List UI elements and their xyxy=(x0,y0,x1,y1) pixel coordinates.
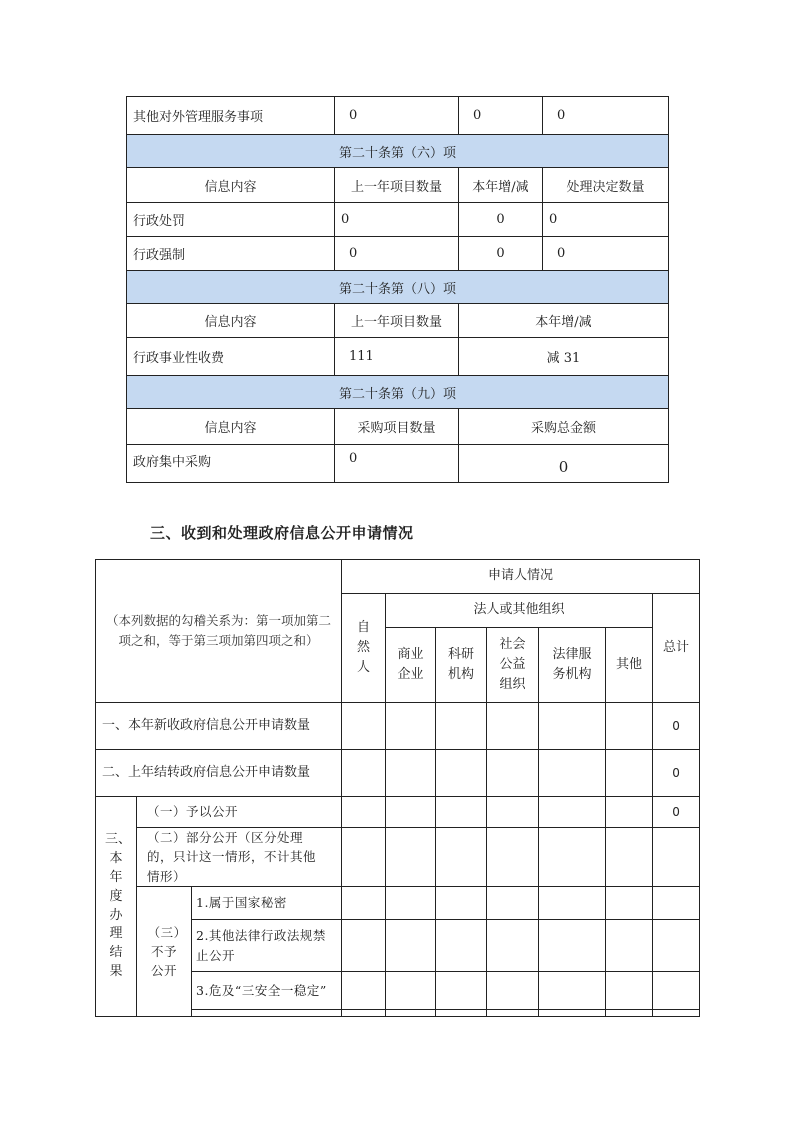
section-title: 第二十条第（九）项 xyxy=(127,376,669,409)
row-label: 二、上年结转政府信息公开申请数量 xyxy=(96,750,342,797)
section-row-6 xyxy=(127,135,669,168)
row-label: 行政事业性收费 xyxy=(127,338,335,376)
cell-value: 0 xyxy=(459,445,669,483)
row-label: 一、本年新收政府信息公开申请数量 xyxy=(96,703,342,750)
section-title: 第二十条第（六）项 xyxy=(127,135,669,168)
column-header: 本年增/减 xyxy=(459,168,543,203)
cell-value: 0 xyxy=(459,203,543,237)
org-type-header: 科研机构 xyxy=(436,628,487,703)
cell-value: 111 xyxy=(335,338,459,376)
column-header: 信息内容 xyxy=(127,168,335,203)
table-row xyxy=(127,338,669,376)
cell-value: 0 xyxy=(335,203,459,237)
row-label: 3.危及“三安全一稳定” xyxy=(192,972,342,1010)
cell-value: 0 xyxy=(459,237,543,271)
row-label: 其他对外管理服务事项 xyxy=(127,97,335,135)
column-header: 信息内容 xyxy=(127,409,335,445)
org-type-header: 社会公益组织 xyxy=(487,628,539,703)
cell-value: 0 xyxy=(335,97,459,135)
row-label: 政府集中采购 xyxy=(127,445,335,483)
cell-value: 0 xyxy=(543,237,669,271)
table-row xyxy=(127,203,669,237)
total-value: 0 xyxy=(653,750,700,797)
cell-value: 0 xyxy=(543,97,669,135)
table-row xyxy=(96,750,700,797)
row-label: （一）予以公开 xyxy=(137,797,342,828)
header-row xyxy=(96,560,700,594)
section-row-9 xyxy=(127,376,669,409)
column-header: 信息内容 xyxy=(127,304,335,338)
cell-value: 0 xyxy=(459,97,543,135)
column-note: （本列数据的勾稽关系为：第一项加第二项之和，等于第三项加第四项之和） xyxy=(96,560,342,703)
cell-value: 0 xyxy=(335,445,459,483)
section-title: 第二十条第（八）项 xyxy=(127,271,669,304)
legal-org-header: 法人或其他组织 xyxy=(386,594,653,628)
column-header: 上一年项目数量 xyxy=(335,168,459,203)
row-label: （二）部分公开（区分处理的，只计这一情形，不计其他情形） xyxy=(137,828,342,887)
section-heading: 三、收到和处理政府信息公开申请情况 xyxy=(150,524,414,542)
application-stats-table xyxy=(95,559,700,1017)
column-header: 采购总金额 xyxy=(459,409,669,445)
column-header: 采购项目数量 xyxy=(335,409,459,445)
disclosure-items-table xyxy=(126,96,669,483)
table-row xyxy=(127,237,669,271)
section-row-8 xyxy=(127,271,669,304)
column-header: 处理决定数量 xyxy=(543,168,669,203)
total-value: 0 xyxy=(653,703,700,750)
table-row xyxy=(96,828,700,887)
org-type-header: 商业企业 xyxy=(386,628,436,703)
table-row xyxy=(127,97,669,135)
table-row xyxy=(127,445,669,483)
table-row xyxy=(96,703,700,750)
total-header: 总计 xyxy=(653,594,700,703)
row-label: 2.其他法律行政法规禁止公开 xyxy=(192,920,342,972)
section3-label: 三、本年度办理结果 xyxy=(96,797,137,1017)
natural-person-header: 自然人 xyxy=(342,594,386,703)
column-header: 本年增/减 xyxy=(459,304,669,338)
cell-value: 减 31 xyxy=(459,338,669,376)
header-row xyxy=(127,304,669,338)
header-row xyxy=(127,168,669,203)
table-row xyxy=(96,887,700,920)
total-value: 0 xyxy=(653,797,700,828)
header-row xyxy=(127,409,669,445)
column-header: 上一年项目数量 xyxy=(335,304,459,338)
row-label: 1.属于国家秘密 xyxy=(192,887,342,920)
table-row xyxy=(96,797,700,828)
org-type-header: 其他 xyxy=(606,628,653,703)
not-disclosed-label: （三）不予公开 xyxy=(137,887,192,1017)
row-label: 行政强制 xyxy=(127,237,335,271)
applicant-header: 申请人情况 xyxy=(342,560,700,594)
row-label: 行政处罚 xyxy=(127,203,335,237)
cell-value: 0 xyxy=(335,237,459,271)
org-type-header: 法律服务机构 xyxy=(539,628,606,703)
cell-value: 0 xyxy=(543,203,669,237)
